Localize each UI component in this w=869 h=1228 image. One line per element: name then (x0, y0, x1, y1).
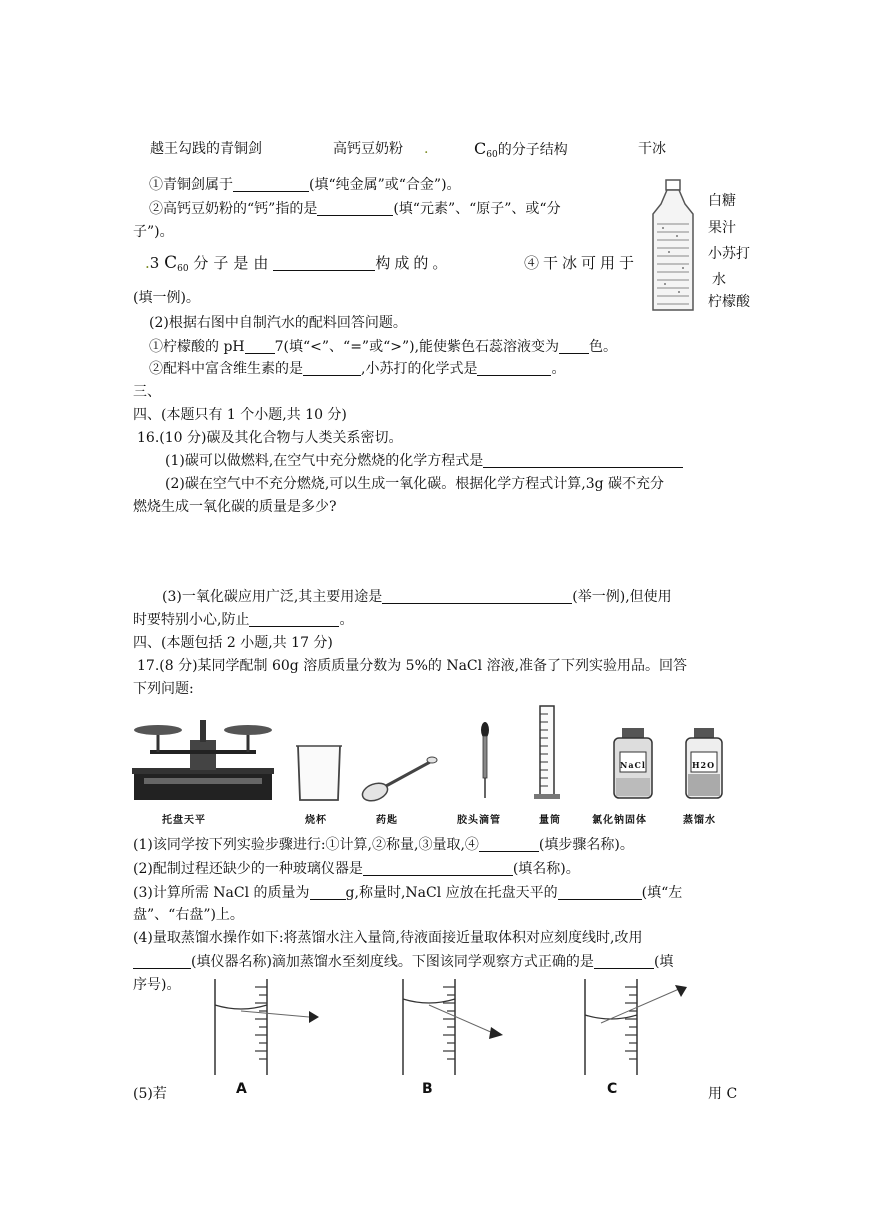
q17-p4-cont: 序号)。 (133, 977, 181, 993)
q15-line8: ②配料中富含维生素的是 ,小苏打的化学式是 。 (149, 361, 566, 377)
section-4b: 四、(本题包括 2 小题,共 17 分) (133, 635, 333, 651)
figure-c (585, 979, 687, 1075)
label-beaker: 烧杯 (305, 815, 327, 826)
q15-line3: 子”)。 (133, 224, 174, 240)
bottle-label-juice: 果汁 (708, 220, 736, 236)
q17-p4b: (填仪器名称)滴加蒸馏水至刻度线。下图该同学观察方式正确的是 (填 (133, 952, 673, 972)
q15-line1: ①青铜剑属于 (填“纯金属”或“合金”)。 (149, 177, 461, 193)
label-nacl: 氯化钠固体 (592, 815, 647, 826)
label-cylinder: 量筒 (539, 815, 561, 826)
q17-title-b: 下列问题: (133, 681, 194, 697)
figure-label-c: C (607, 1081, 618, 1097)
q15-line6: (2)根据右图中自制汽水的配料回答问题。 (149, 315, 407, 331)
balance-image (132, 720, 274, 800)
q17-title-a: 17.(8 分)某同学配制 60g 溶质质量分数为 5%的 NaCl 溶液,准备了下列实验用品。回答 (137, 658, 688, 674)
q15-line4-dryice: ④干冰可用于 (524, 254, 639, 272)
figure-a (215, 979, 319, 1075)
q17-p5b: 用 C (708, 1086, 738, 1102)
bottle-label-soda: 小苏打 (708, 246, 750, 262)
q16-p3a: (3)一氧化碳应用广泛,其主要用途是 (举一例),但使用 (162, 589, 672, 605)
q15-line5: (填一例)。 (133, 290, 200, 306)
label-dropper: 胶头滴管 (457, 815, 501, 826)
q17-p3-cont: 盘”、“右盘”)上。 (133, 907, 244, 923)
label-spoon: 药匙 (376, 815, 398, 826)
q16-p3b: 时要特别小心,防止 。 (133, 612, 354, 628)
section-3: 三、 (133, 384, 161, 400)
observation-figures (205, 975, 745, 1095)
q17-p2: (2)配制过程还缺少的一种玻璃仪器是 (填名称)。 (133, 861, 580, 877)
q16-p2a: (2)碳在空气中不充分燃烧,可以生成一氧化碳。根据化学方程式计算,3g 碳不充分 (165, 476, 665, 492)
figure-label-a: A (236, 1081, 247, 1097)
q15-line2: ②高钙豆奶粉的“钙”指的是 (填“元素”、“原子”、或“分 (149, 201, 561, 217)
soda-bottle-image (643, 180, 703, 315)
q17-p3: (3)计算所需 NaCl 的质量为 g,称量时,NaCl 应放在托盘天平的 (填“左 (133, 885, 683, 901)
q15-line4: .3 $C_{60}$ 分子是由 构成的。 (145, 253, 452, 274)
q16-title: 16.(10 分)碳及其化合物与人类关系密切。 (137, 430, 403, 446)
q17-p5a: (5)若 (133, 1086, 167, 1102)
q16-p1: (1)碳可以做燃料,在空气中充分燃烧的化学方程式是 (165, 451, 683, 471)
caption-dry-ice: 干冰 (638, 141, 666, 157)
caption-milk: 高钙豆奶粉 (333, 141, 403, 157)
green-dot: . (424, 141, 429, 157)
bottle-label-citric: 柠檬酸 (708, 294, 750, 310)
water-tag: H2O (692, 760, 716, 770)
q15-line7: ①柠檬酸的 pH 7(填“<”、“=”或“>”),能使紫色石蕊溶液变为 色。 (149, 339, 618, 355)
q17-p4a: (4)量取蒸馏水操作如下:将蒸馏水注入量筒,待液面接近量取体积对应刻度线时,改用 (133, 930, 643, 946)
equipment-figure (130, 700, 740, 810)
figure-label-b: B (422, 1081, 433, 1097)
label-water: 蒸馏水 (683, 815, 716, 826)
q16-p2b: 燃烧生成一氧化碳的质量是多少? (133, 499, 337, 515)
caption-sword: 越王勾践的青铜剑 (150, 141, 262, 157)
section-4a: 四、(本题只有 1 个小题,共 10 分) (133, 407, 347, 423)
bottle-label-sugar: 白糖 (708, 193, 736, 209)
figure-b (403, 979, 503, 1075)
q17-p1: (1)该同学按下列实验步骤进行:①计算,②称量,③量取,④ (填步骤名称)。 (133, 837, 634, 853)
caption-c60: $C_{60}$的分子结构 (474, 139, 568, 160)
nacl-tag: NaCl (620, 760, 646, 770)
bottle-label-water: 水 (712, 272, 726, 288)
label-balance: 托盘天平 (162, 815, 206, 826)
